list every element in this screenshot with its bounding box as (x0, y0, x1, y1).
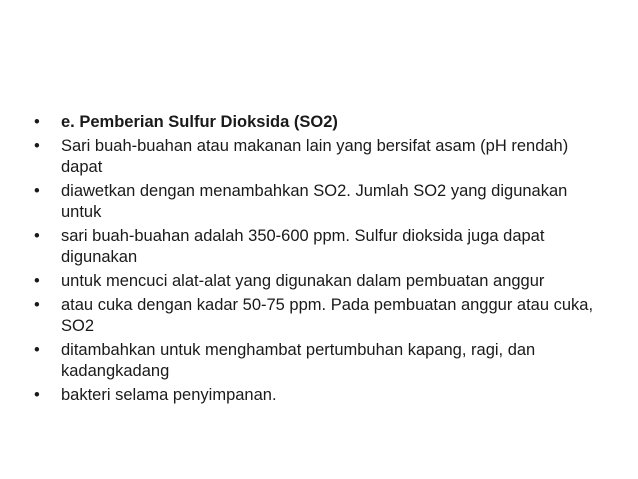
bullet-item (34, 226, 609, 268)
bullet-icon: • (34, 386, 40, 404)
bullet-icon: • (34, 182, 40, 200)
bullet-text: untuk mencuci alat-alat yang digunakan dalam pembuatan anggur (61, 272, 545, 290)
bullet-text: sari buah-buahan adalah 350-600 ppm. Sulfur dioksida juga dapat digunakan (61, 227, 545, 266)
bullet-text: bakteri selama penyimpanan. (61, 386, 277, 404)
bullet-text: Sari buah-buahan atau makanan lain yang bersifat asam (pH rendah) dapat (61, 137, 569, 176)
bullet-item-title (34, 112, 609, 133)
bullet-text: atau cuka dengan kadar 50-75 ppm. Pada pembuatan anggur atau cuka, SO2 (61, 296, 594, 335)
bullet-icon: • (34, 137, 40, 155)
bullet-text: ditambahkan untuk menghambat pertumbuhan kapang, ragi, dan kadangkadang (61, 341, 536, 380)
bullet-icon: • (34, 227, 40, 245)
bullet-text: diawetkan dengan menambahkan SO2. Jumlah SO2 yang digunakan untuk (61, 182, 568, 221)
bullet-text: e. Pemberian Sulfur Dioksida (SO2) (61, 113, 338, 131)
bullet-icon: • (34, 272, 40, 290)
bullet-item (34, 385, 609, 406)
bullet-item (34, 181, 609, 223)
bullet-icon: • (34, 341, 40, 359)
bullet-item (34, 340, 609, 382)
bullet-item (34, 136, 609, 178)
bullet-icon: • (34, 296, 40, 314)
bullet-icon: • (34, 113, 40, 131)
bullet-list (34, 112, 609, 409)
bullet-item (34, 271, 609, 292)
bullet-item (34, 295, 609, 337)
